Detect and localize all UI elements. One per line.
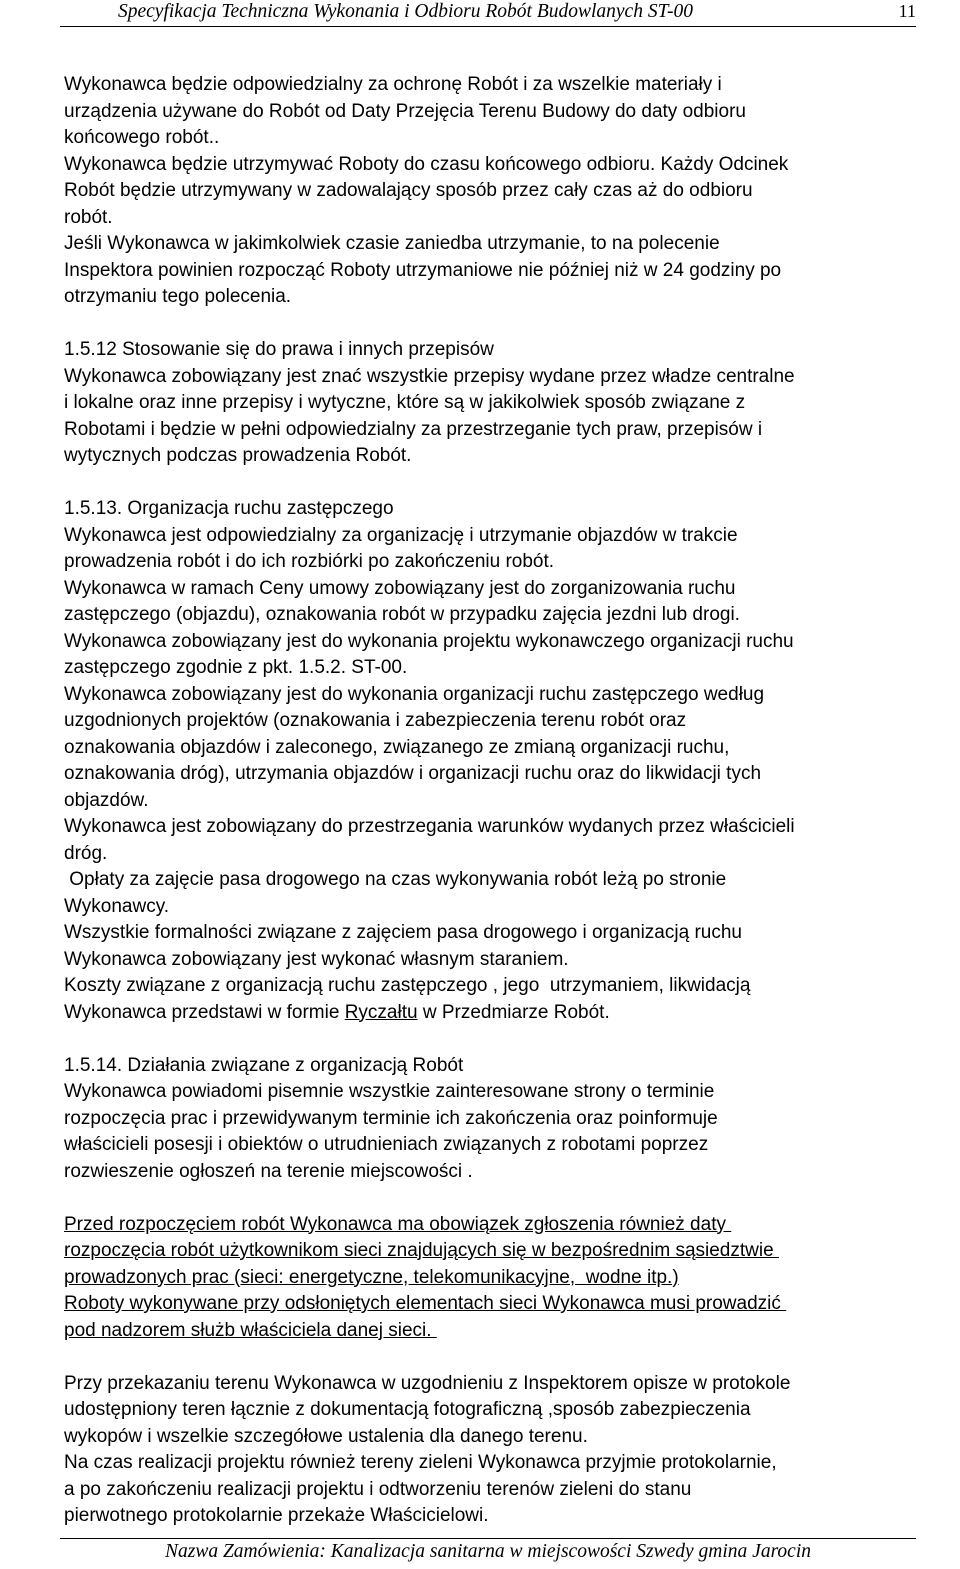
text-line: właścicieli posesji i obiektów o utrudnieniach związanych z robotami poprzez (64, 1134, 709, 1155)
text-line: dróg. (64, 842, 108, 864)
text-line: Wykonawca zobowiązany jest do wykonania organizacji ruchu zastępczego według (64, 683, 765, 705)
text-line: Wykonawcy. (64, 895, 170, 917)
header-title: Specyfikacja Techniczna Wykonania i Odbioru Robót Budowlanych ST-00 (118, 1, 693, 22)
text-line: Na czas realizacji projektu również tereny zieleni Wykonawca przyjmie protokolarnie, (64, 1452, 777, 1473)
page-header (60, 0, 916, 27)
text-line: rozpoczęcia prac i przewidywanym terminie ich zakończenia oraz poinformuje (64, 1107, 718, 1129)
paragraph-gap (64, 311, 954, 338)
text-line: Opłaty za zajęcie pasa drogowego na czas wykonywania robót leżą po stronie (64, 869, 727, 890)
section-heading: 1.5.12 Stosowanie się do prawa i innych przepisów (64, 339, 494, 360)
text-line: Wykonawca powiadomi pisemnie wszystkie zainteresowane strony o terminie (64, 1081, 715, 1102)
text-line: a po zakończeniu realizacji projektu i odtworzeniu terenów zieleni do stanu (64, 1478, 692, 1500)
text-line: objazdów. (64, 789, 149, 811)
text-line: i lokalne oraz inne przepisy i wytyczne, które są w jakikolwiek sposób związane z (64, 392, 746, 413)
section-heading: 1.5.13. Organizacja ruchu zastępczego (64, 498, 394, 519)
text-line: zastępczego (objazdu), oznakowania robót w przypadku zajęcia jezdni lub drogi. (64, 604, 740, 625)
text-segment: w Przedmiarze Robót. (417, 1001, 610, 1023)
text-line: urządzenia używane do Robót od Daty Przejęcia Terenu Budowy do daty odbioru (64, 100, 746, 122)
text-line: uzgodnionych projektów (oznakowania i zabezpieczenia terenu robót oraz (64, 710, 687, 731)
paragraph-gap (64, 1026, 954, 1053)
paragraph-gap (64, 470, 954, 497)
text-line: Wykonawca zobowiązany jest wykonać własnym staraniem. (64, 948, 569, 970)
text-line: Wykonawca jest odpowiedzialny za organizację i utrzymanie objazdów w trakcie (64, 524, 738, 546)
text-line: Wykonawca zobowiązany jest znać wszystkie przepisy wydane przez władze centralne (64, 365, 795, 387)
underlined-line: Przed rozpoczęciem robót Wykonawca ma obowiązek zgłoszenia również daty (64, 1213, 732, 1235)
underlined-line: pod nadzorem służb właściciela danej sieci. (64, 1319, 437, 1341)
footer-text: Nazwa Zamówienia: Kanalizacja sanitarna w miejscowości Szwedy gmina Jarocin (164, 1541, 812, 1562)
text-line: oznakowania objazdów i zaleconego, związanego ze zmianą organizacji ruchu, (64, 736, 730, 758)
page-footer (60, 1538, 916, 1563)
text-line: udostępniony teren łącznie z dokumentacją fotograficzną ,sposób zabezpieczenia (64, 1399, 751, 1420)
text-line: Robót będzie utrzymywany w zadowalający sposób przez cały czas aż do odbioru (64, 180, 753, 201)
text-line: rozwieszenie ogłoszeń na terenie miejscowości . (64, 1160, 473, 1182)
underlined-term: Ryczałtu (344, 1001, 418, 1023)
text-line: prowadzenia robót i do ich rozbiórki po zakończeniu robót. (64, 551, 555, 572)
text-segment: Wykonawca przedstawi w formie (64, 1001, 345, 1023)
text-line: robót. (64, 206, 113, 228)
underlined-line: Roboty wykonywane przy odsłoniętych elementach sieci Wykonawca musi prowadzić (64, 1293, 787, 1314)
paragraph-gap (64, 1185, 954, 1212)
text-line: Wykonawca zobowiązany jest do wykonania projektu wykonawczego organizacji ruchu (64, 630, 794, 652)
text-line: Wykonawca w ramach Ceny umowy zobowiązany jest do zorganizowania ruchu (64, 577, 736, 599)
text-line: oznakowania dróg), utrzymania objazdów i organizacji ruchu oraz do likwidacji tych (64, 763, 762, 784)
page-number: 11 (898, 1, 916, 21)
text-line: Przy przekazaniu terenu Wykonawca w uzgodnieniu z Inspektorem opisze w protokole (64, 1372, 791, 1394)
text-line: końcowego robót.. (64, 127, 220, 148)
text-line: Koszty związane z organizacją ruchu zastępczego , jego utrzymaniem, likwidacją (64, 975, 751, 996)
text-line: pierwotnego protokolarnie przekaże Właścicielowi. (64, 1505, 489, 1526)
text-line: wytycznych podczas prowadzenia Robót. (64, 445, 412, 466)
text-line (64, 1000, 954, 1027)
paragraph-gap (64, 1344, 954, 1371)
text-line: zastępczego zgodnie z pkt. 1.5.2. ST-00. (64, 657, 408, 678)
text-line: Wykonawca będzie odpowiedzialny za ochronę Robót i za wszelkie materiały i (64, 74, 722, 95)
underlined-line: rozpoczęcia robót użytkownikom sieci znajdujących się w bezpośrednim sąsiedztwie (64, 1240, 779, 1261)
text-line: otrzymaniu tego polecenia. (64, 286, 292, 307)
section-heading: 1.5.14. Działania związane z organizacją Robót (64, 1054, 464, 1076)
text-line: Robotami i będzie w pełni odpowiedzialny za przestrzeganie tych praw, przepisów i (64, 418, 763, 440)
document-body (64, 72, 954, 1530)
underlined-line: prowadzonych prac (sieci: energetyczne, telekomunikacyjne, wodne itp.) (64, 1266, 679, 1288)
text-line: Wykonawca będzie utrzymywać Roboty do czasu końcowego odbioru. Każdy Odcinek (64, 153, 789, 175)
text-line: wykopów i wszelkie szczegółowe ustalenia dla danego terenu. (64, 1425, 588, 1447)
text-line: Jeśli Wykonawca w jakimkolwiek czasie zaniedba utrzymanie, to na polecenie (64, 233, 720, 254)
text-line: Wykonawca jest zobowiązany do przestrzegania warunków wydanych przez właścicieli (64, 816, 795, 837)
text-line: Inspektora powinien rozpocząć Roboty utrzymaniowe nie później niż w 24 godziny po (64, 259, 782, 281)
text-line: Wszystkie formalności związane z zajęciem pasa drogowego i organizacją ruchu (64, 922, 742, 943)
